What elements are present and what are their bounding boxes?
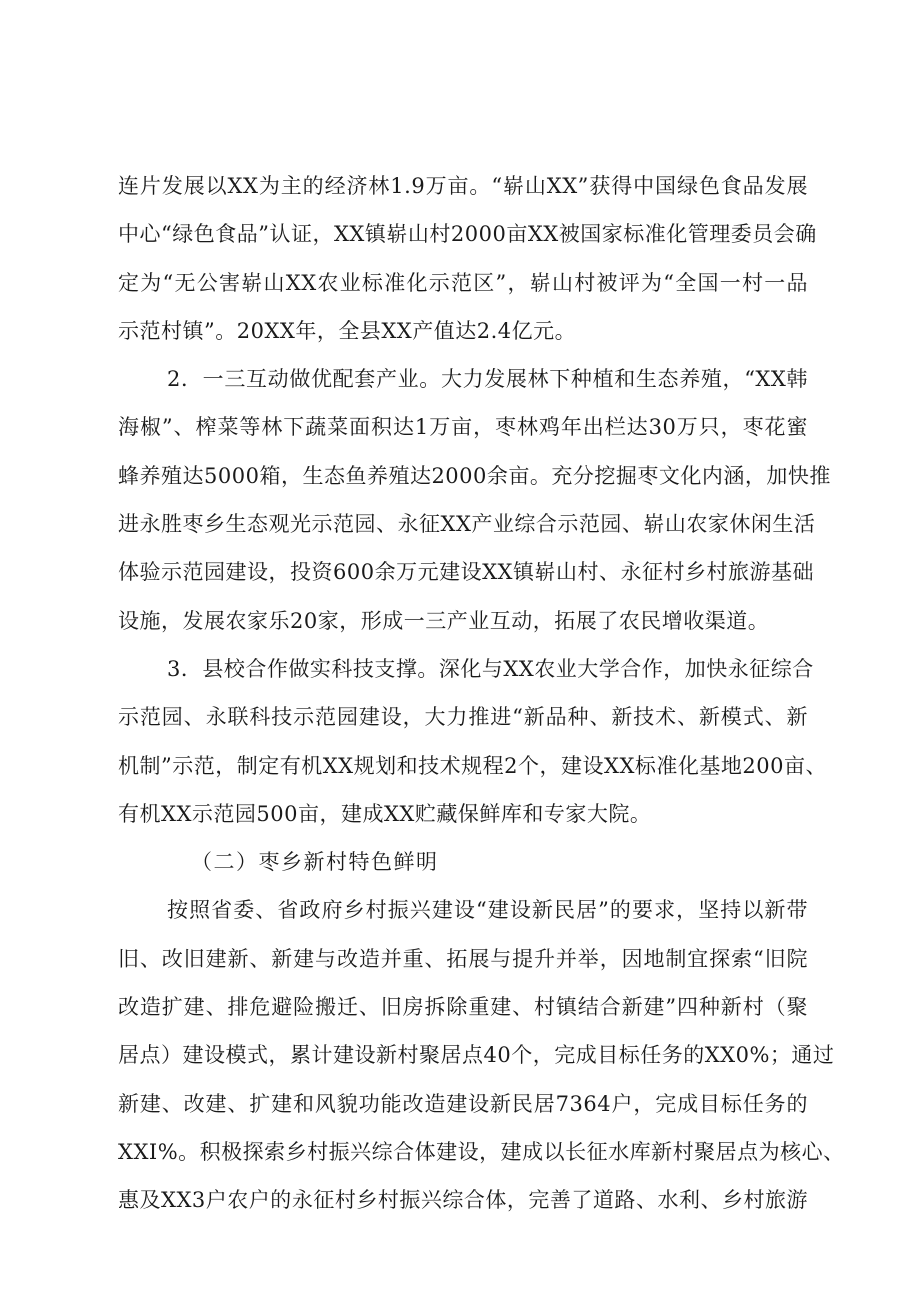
text-line: 连片发展以XX为主的经济林1.9万亩。“崭山XX”获得中国绿色食品发展 <box>118 174 808 198</box>
text-line: 定为“无公害崭山XX农业标准化示范区”，崭山村被评为“全国一村一品 <box>118 270 808 295</box>
text-line: 新建、改建、扩建和风貌功能改造建设新民居7364户，完成目标任务的 <box>118 1091 808 1116</box>
text-line: 按照省委、省政府乡村振兴建设“建设新民居”的要求，坚持以新带 <box>167 898 808 923</box>
text-line: 蜂养殖达5000箱，生态鱼养殖达2000余亩。充分挖掘枣文化内涵，加快推 <box>118 463 831 488</box>
document-page <box>118 162 845 1225</box>
text-line: 机制”示范，制定有机XX规划和技术规程2个，建设XX标准化基地200亩、 <box>118 753 827 778</box>
text-line: 海椒”、榨菜等林下蔬菜面积达1万亩，枣林鸡年出栏达30万只，枣花蜜 <box>118 415 808 440</box>
text-line: 中心“绿色食品”认证，XX镇崭山村2000亩XX被国家标准化管理委员会确 <box>118 222 817 247</box>
text-line: 示范村镇”。20XX年，全县XX产值达2.4亿元。 <box>118 318 577 343</box>
paragraph-1 <box>118 162 817 355</box>
text-line: 进永胜枣乡生态观光示范园、永征XX产业综合示范园、崭山农家休闲生活 <box>118 512 816 537</box>
text-line: 改造扩建、排危避险搬迁、旧房拆除重建、村镇结合新建”四种新村（聚 <box>118 995 808 1020</box>
text-line: 有机XX示范园500亩，建成XX贮藏保鲜库和专家大院。 <box>118 801 652 826</box>
section-heading: （二）枣乡新村特色鲜明 <box>191 850 439 875</box>
paragraph-3 <box>118 645 827 838</box>
text-line: XXI%。积极探索乡村振兴综合体建设，建成以长征水库新村聚居点为核心、 <box>118 1139 845 1164</box>
text-line: 旧、改旧建新、新建与改造并重、拓展与提升并举，因地制宜探索“旧院 <box>118 946 808 971</box>
text-line: 体验示范园建设，投资600余万元建设XX镇崭山村、永征村乡村旅游基础 <box>118 560 814 585</box>
text-line: 居点）建设模式，累计建设新村聚居点40个，完成目标任务的XX0%；通过 <box>118 1043 835 1068</box>
text-line: 惠及XX3户农户的永征村乡村振兴综合体，完善了道路、水利、乡村旅游 <box>118 1188 808 1213</box>
paragraph-2 <box>118 355 831 645</box>
text-line: 3．县校合作做实科技支撑。深化与XX农业大学合作，加快永征综合 <box>167 656 814 681</box>
text-line: 2．一三互动做优配套产业。大力发展林下种植和生态养殖，“XX韩 <box>167 367 808 392</box>
text-line: 示范园、永联科技示范园建设，大力推进“新品种、新技术、新模式、新 <box>118 705 808 730</box>
paragraph-4 <box>118 886 845 1224</box>
text-line: 设施，发展农家乐20家，形成一三产业互动，拓展了农民增收渠道。 <box>118 608 770 633</box>
